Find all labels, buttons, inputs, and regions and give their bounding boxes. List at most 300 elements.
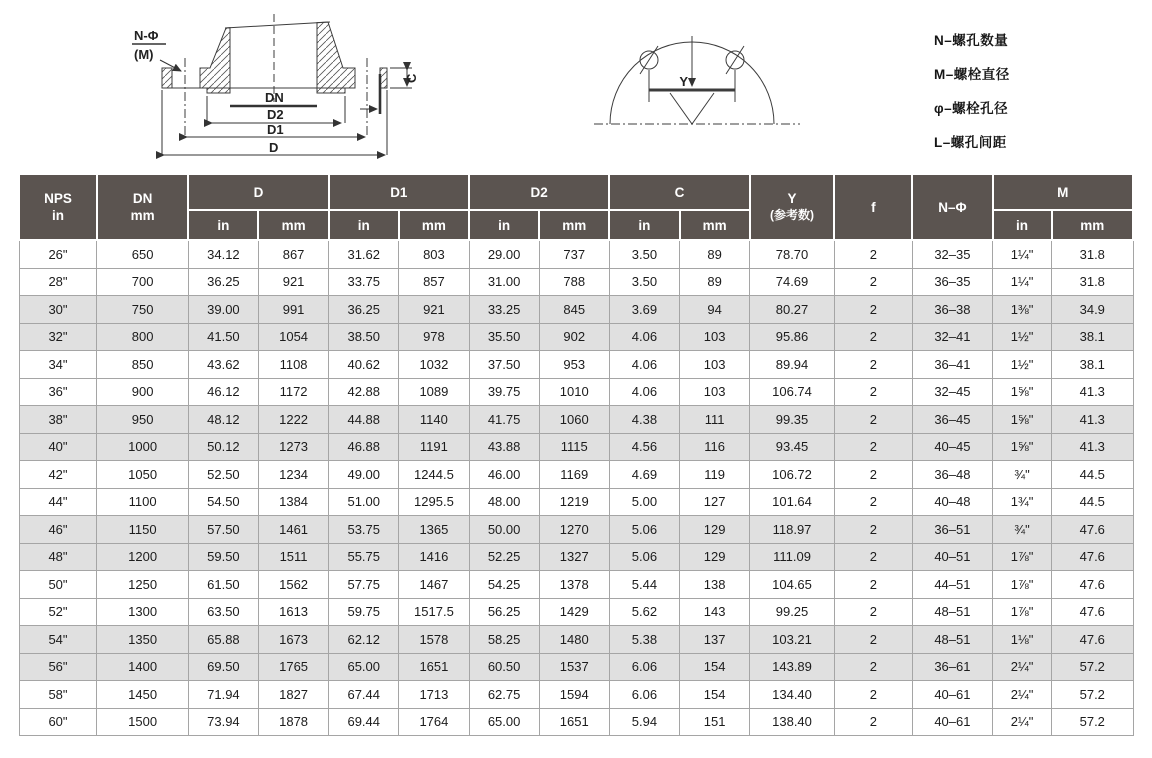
cell-d2-in: 50.00 (469, 516, 539, 544)
cell-dn: 950 (97, 406, 188, 434)
cell-d1-mm: 1764 (399, 708, 469, 736)
cell-nps: 50" (19, 571, 97, 599)
cell-c-mm: 137 (680, 626, 750, 654)
cell-c-in: 6.06 (609, 653, 679, 681)
cell-d2-in: 43.88 (469, 433, 539, 461)
cell-f: 2 (834, 488, 912, 516)
subheader-c-mm: mm (680, 210, 750, 240)
bolt-circle-drawing (592, 20, 802, 152)
cell-c-mm: 103 (680, 351, 750, 379)
cell-f: 2 (834, 351, 912, 379)
cell-d1-mm: 1032 (399, 351, 469, 379)
cell-d2-in: 37.50 (469, 351, 539, 379)
cell-f: 2 (834, 323, 912, 351)
cell-y: 93.45 (750, 433, 835, 461)
cell-d1-in: 59.75 (329, 598, 399, 626)
cell-d-in: 65.88 (188, 626, 258, 654)
cell-dn: 850 (97, 351, 188, 379)
cell-nphi: 36–51 (912, 516, 992, 544)
cell-c-in: 4.06 (609, 323, 679, 351)
cell-nps: 32" (19, 323, 97, 351)
cell-d1-mm: 1365 (399, 516, 469, 544)
cell-d-mm: 1172 (258, 378, 328, 406)
cell-d1-in: 55.75 (329, 543, 399, 571)
subheader-d-mm: mm (258, 210, 328, 240)
cell-c-in: 5.06 (609, 516, 679, 544)
table-row (19, 323, 1133, 351)
cell-c-mm: 154 (680, 681, 750, 709)
cell-m-in: 1½" (993, 351, 1052, 379)
cell-c-in: 3.50 (609, 240, 679, 268)
cell-m-mm: 47.6 (1052, 516, 1133, 544)
cell-d1-mm: 921 (399, 296, 469, 324)
table-row (19, 378, 1133, 406)
cell-dn: 1150 (97, 516, 188, 544)
flange-c-label: C (404, 73, 419, 83)
cell-nps: 58" (19, 681, 97, 709)
cell-d2-mm: 1537 (539, 653, 609, 681)
cell-d-mm: 1222 (258, 406, 328, 434)
cell-c-in: 3.50 (609, 268, 679, 296)
cell-d1-in: 44.88 (329, 406, 399, 434)
cell-dn: 650 (97, 240, 188, 268)
cell-d1-in: 36.25 (329, 296, 399, 324)
cell-y: 103.21 (750, 626, 835, 654)
cell-m-in: 1⅝" (993, 378, 1052, 406)
table-row (19, 406, 1133, 434)
cell-d2-mm: 1010 (539, 378, 609, 406)
cell-c-mm: 116 (680, 433, 750, 461)
cell-d1-in: 46.88 (329, 433, 399, 461)
col-header-nps: NPS in (19, 174, 97, 240)
subheader-m-in: in (993, 210, 1052, 240)
cell-d1-mm: 1416 (399, 543, 469, 571)
cell-m-in: 1¾" (993, 488, 1052, 516)
cell-m-mm: 44.5 (1052, 488, 1133, 516)
cell-m-in: 2¼" (993, 708, 1052, 736)
cell-d1-in: 33.75 (329, 268, 399, 296)
cell-m-in: 2¼" (993, 653, 1052, 681)
table-row (19, 461, 1133, 489)
cell-m-in: 1¼" (993, 268, 1052, 296)
cell-d1-mm: 1713 (399, 681, 469, 709)
cell-dn: 1250 (97, 571, 188, 599)
cell-d-in: 71.94 (188, 681, 258, 709)
cell-d1-in: 40.62 (329, 351, 399, 379)
cell-nphi: 40–61 (912, 681, 992, 709)
cell-d2-in: 29.00 (469, 240, 539, 268)
table-row (19, 598, 1133, 626)
cell-y: 104.65 (750, 571, 835, 599)
cell-nphi: 40–61 (912, 708, 992, 736)
cell-nphi: 44–51 (912, 571, 992, 599)
cell-m-in: 1⅝" (993, 433, 1052, 461)
cell-d2-in: 46.00 (469, 461, 539, 489)
cell-d-mm: 991 (258, 296, 328, 324)
cell-f: 2 (834, 626, 912, 654)
bolt-circle-outline (594, 36, 800, 124)
cell-dn: 1500 (97, 708, 188, 736)
cell-y: 95.86 (750, 323, 835, 351)
cell-d-in: 52.50 (188, 461, 258, 489)
flange-m-label: (M) (134, 47, 154, 62)
cell-d2-in: 41.75 (469, 406, 539, 434)
col-header-d1: D1 (329, 174, 469, 210)
cell-m-mm: 38.1 (1052, 323, 1133, 351)
cell-d-mm: 1461 (258, 516, 328, 544)
cell-m-in: ¾" (993, 461, 1052, 489)
cell-y: 118.97 (750, 516, 835, 544)
cell-m-in: ¾" (993, 516, 1052, 544)
cell-nps: 54" (19, 626, 97, 654)
figures-row (0, 0, 1152, 173)
cell-d1-in: 42.88 (329, 378, 399, 406)
cell-d-mm: 1878 (258, 708, 328, 736)
subheader-d2-mm: mm (539, 210, 609, 240)
cell-d-mm: 1613 (258, 598, 328, 626)
cell-y: 78.70 (750, 240, 835, 268)
cell-d2-mm: 845 (539, 296, 609, 324)
cell-d2-mm: 1060 (539, 406, 609, 434)
cell-c-mm: 138 (680, 571, 750, 599)
cell-d-in: 54.50 (188, 488, 258, 516)
cell-d2-mm: 902 (539, 323, 609, 351)
cell-f: 2 (834, 296, 912, 324)
cell-nps: 44" (19, 488, 97, 516)
cell-c-in: 5.06 (609, 543, 679, 571)
cell-d2-in: 65.00 (469, 708, 539, 736)
cell-m-mm: 57.2 (1052, 681, 1133, 709)
cell-d2-mm: 1327 (539, 543, 609, 571)
subheader-c-in: in (609, 210, 679, 240)
cell-dn: 800 (97, 323, 188, 351)
cell-d1-mm: 1578 (399, 626, 469, 654)
cell-nps: 38" (19, 406, 97, 434)
cell-y: 106.72 (750, 461, 835, 489)
table-row (19, 240, 1133, 268)
cell-y: 74.69 (750, 268, 835, 296)
cell-f: 2 (834, 406, 912, 434)
cell-y: 99.25 (750, 598, 835, 626)
cell-nphi: 32–35 (912, 240, 992, 268)
cell-d2-mm: 1429 (539, 598, 609, 626)
cell-d1-mm: 1140 (399, 406, 469, 434)
cell-d2-in: 62.75 (469, 681, 539, 709)
cell-nphi: 36–45 (912, 406, 992, 434)
flange-section-drawing (60, 6, 480, 170)
cell-nphi: 32–45 (912, 378, 992, 406)
cell-d-mm: 1511 (258, 543, 328, 571)
cell-y: 89.94 (750, 351, 835, 379)
cell-nps: 60" (19, 708, 97, 736)
cell-f: 2 (834, 708, 912, 736)
cell-nps: 34" (19, 351, 97, 379)
cell-d2-in: 39.75 (469, 378, 539, 406)
subheader-d1-mm: mm (399, 210, 469, 240)
cell-nps: 40" (19, 433, 97, 461)
cell-d2-in: 56.25 (469, 598, 539, 626)
cell-d-in: 34.12 (188, 240, 258, 268)
cell-d1-in: 31.62 (329, 240, 399, 268)
cell-d1-in: 57.75 (329, 571, 399, 599)
cell-d2-mm: 737 (539, 240, 609, 268)
legend (934, 24, 1010, 160)
cell-c-mm: 111 (680, 406, 750, 434)
cell-m-in: 2¼" (993, 681, 1052, 709)
table-row (19, 516, 1133, 544)
cell-c-in: 5.38 (609, 626, 679, 654)
cell-m-mm: 31.8 (1052, 268, 1133, 296)
cell-nps: 42" (19, 461, 97, 489)
bolt-circle-y-label: Y (679, 74, 688, 89)
cell-d-mm: 1273 (258, 433, 328, 461)
flange-dn-label: DN (265, 90, 284, 105)
cell-c-in: 5.94 (609, 708, 679, 736)
cell-c-in: 4.38 (609, 406, 679, 434)
cell-d2-mm: 1169 (539, 461, 609, 489)
cell-nps: 26" (19, 240, 97, 268)
flange-d1-label: D1 (267, 122, 284, 137)
cell-dn: 1050 (97, 461, 188, 489)
cell-y: 99.35 (750, 406, 835, 434)
legend-line-l: L–螺孔间距 (934, 135, 1007, 150)
cell-dn: 750 (97, 296, 188, 324)
cell-c-mm: 94 (680, 296, 750, 324)
cell-nphi: 48–51 (912, 598, 992, 626)
cell-d1-mm: 1089 (399, 378, 469, 406)
cell-f: 2 (834, 653, 912, 681)
cell-f: 2 (834, 433, 912, 461)
cell-y: 80.27 (750, 296, 835, 324)
cell-c-mm: 127 (680, 488, 750, 516)
cell-y: 101.64 (750, 488, 835, 516)
cell-d-mm: 1765 (258, 653, 328, 681)
subheader-m-mm: mm (1052, 210, 1133, 240)
table-row (19, 708, 1133, 736)
cell-dn: 1200 (97, 543, 188, 571)
subheader-d2-in: in (469, 210, 539, 240)
cell-d-in: 61.50 (188, 571, 258, 599)
cell-d2-in: 52.25 (469, 543, 539, 571)
col-header-f: f (834, 174, 912, 240)
cell-d2-mm: 1651 (539, 708, 609, 736)
table-row (19, 653, 1133, 681)
cell-nphi: 40–48 (912, 488, 992, 516)
flange-dimension-table (18, 173, 1134, 736)
cell-d-in: 59.50 (188, 543, 258, 571)
cell-nphi: 40–45 (912, 433, 992, 461)
col-header-y: Y (参考数) (750, 174, 835, 240)
cell-y: 111.09 (750, 543, 835, 571)
legend-line-m: M–螺栓直径 (934, 67, 1010, 82)
cell-d-in: 46.12 (188, 378, 258, 406)
cell-f: 2 (834, 268, 912, 296)
table-row (19, 488, 1133, 516)
cell-dn: 1000 (97, 433, 188, 461)
cell-y: 134.40 (750, 681, 835, 709)
cell-c-in: 5.00 (609, 488, 679, 516)
cell-d1-in: 69.44 (329, 708, 399, 736)
cell-dn: 900 (97, 378, 188, 406)
cell-c-in: 5.44 (609, 571, 679, 599)
cell-d-in: 43.62 (188, 351, 258, 379)
cell-m-mm: 31.8 (1052, 240, 1133, 268)
col-header-c: C (609, 174, 749, 210)
cell-d-in: 50.12 (188, 433, 258, 461)
cell-m-in: 1⅞" (993, 571, 1052, 599)
cell-dn: 700 (97, 268, 188, 296)
cell-d2-in: 31.00 (469, 268, 539, 296)
cell-d-mm: 1827 (258, 681, 328, 709)
cell-d-in: 69.50 (188, 653, 258, 681)
cell-c-in: 5.62 (609, 598, 679, 626)
cell-m-in: 1⅞" (993, 543, 1052, 571)
cell-dn: 1450 (97, 681, 188, 709)
cell-f: 2 (834, 543, 912, 571)
col-header-nphi: N–Φ (912, 174, 992, 240)
cell-d2-in: 33.25 (469, 296, 539, 324)
cell-c-in: 6.06 (609, 681, 679, 709)
cell-d-mm: 1673 (258, 626, 328, 654)
cell-c-mm: 89 (680, 268, 750, 296)
cell-c-in: 4.06 (609, 378, 679, 406)
cell-f: 2 (834, 461, 912, 489)
cell-m-mm: 34.9 (1052, 296, 1133, 324)
cell-nps: 30" (19, 296, 97, 324)
cell-d-mm: 1108 (258, 351, 328, 379)
cell-d1-mm: 1244.5 (399, 461, 469, 489)
cell-d-in: 36.25 (188, 268, 258, 296)
cell-d2-in: 35.50 (469, 323, 539, 351)
cell-nphi: 36–48 (912, 461, 992, 489)
cell-nphi: 36–41 (912, 351, 992, 379)
cell-m-in: 1¼" (993, 240, 1052, 268)
cell-nphi: 36–35 (912, 268, 992, 296)
cell-d-mm: 1234 (258, 461, 328, 489)
table-body (19, 240, 1133, 736)
table-row (19, 571, 1133, 599)
cell-d2-mm: 1270 (539, 516, 609, 544)
cell-nphi: 36–61 (912, 653, 992, 681)
cell-nps: 36" (19, 378, 97, 406)
cell-f: 2 (834, 516, 912, 544)
cell-nps: 52" (19, 598, 97, 626)
cell-d-mm: 1562 (258, 571, 328, 599)
cell-nps: 56" (19, 653, 97, 681)
table-row (19, 681, 1133, 709)
cell-m-in: 1⅞" (993, 598, 1052, 626)
cell-m-mm: 41.3 (1052, 433, 1133, 461)
cell-m-mm: 47.6 (1052, 571, 1133, 599)
table-row (19, 268, 1133, 296)
cell-d1-mm: 1467 (399, 571, 469, 599)
cell-d-in: 41.50 (188, 323, 258, 351)
cell-d1-in: 53.75 (329, 516, 399, 544)
legend-line-n: N–螺孔数量 (934, 33, 1009, 48)
cell-m-mm: 41.3 (1052, 406, 1133, 434)
cell-dn: 1300 (97, 598, 188, 626)
cell-c-mm: 129 (680, 516, 750, 544)
cell-d1-in: 51.00 (329, 488, 399, 516)
cell-m-mm: 38.1 (1052, 351, 1133, 379)
subheader-d-in: in (188, 210, 258, 240)
cell-m-in: 1½" (993, 323, 1052, 351)
cell-m-in: 1⅝" (993, 406, 1052, 434)
cell-f: 2 (834, 571, 912, 599)
cell-c-mm: 103 (680, 323, 750, 351)
cell-m-mm: 44.5 (1052, 461, 1133, 489)
cell-y: 106.74 (750, 378, 835, 406)
cell-nphi: 48–51 (912, 626, 992, 654)
col-header-d: D (188, 174, 328, 210)
cell-dn: 1350 (97, 626, 188, 654)
flange-nphi-label: N-Φ (134, 28, 159, 43)
cell-d1-in: 65.00 (329, 653, 399, 681)
cell-d1-mm: 857 (399, 268, 469, 296)
cell-d-in: 48.12 (188, 406, 258, 434)
flange-d-label: D (269, 140, 279, 155)
col-header-dn: DN mm (97, 174, 188, 240)
cell-d1-in: 62.12 (329, 626, 399, 654)
cell-nps: 28" (19, 268, 97, 296)
cell-d2-in: 60.50 (469, 653, 539, 681)
cell-m-mm: 57.2 (1052, 708, 1133, 736)
cell-d1-in: 67.44 (329, 681, 399, 709)
cell-d-mm: 1054 (258, 323, 328, 351)
cell-d2-mm: 953 (539, 351, 609, 379)
cell-d1-in: 49.00 (329, 461, 399, 489)
cell-nphi: 36–38 (912, 296, 992, 324)
cell-f: 2 (834, 681, 912, 709)
cell-d2-mm: 1594 (539, 681, 609, 709)
cell-d-mm: 921 (258, 268, 328, 296)
table-row (19, 543, 1133, 571)
cell-m-mm: 47.6 (1052, 626, 1133, 654)
table-row (19, 296, 1133, 324)
legend-line-phi: φ–螺栓孔径 (934, 101, 1009, 116)
cell-c-in: 4.56 (609, 433, 679, 461)
cell-c-mm: 89 (680, 240, 750, 268)
cell-m-in: 1⅛" (993, 626, 1052, 654)
flange-d2-label: D2 (267, 107, 284, 122)
cell-d1-mm: 1295.5 (399, 488, 469, 516)
cell-d2-in: 58.25 (469, 626, 539, 654)
cell-c-mm: 103 (680, 378, 750, 406)
cell-dn: 1100 (97, 488, 188, 516)
cell-d-mm: 1384 (258, 488, 328, 516)
cell-d2-in: 48.00 (469, 488, 539, 516)
cell-c-mm: 154 (680, 653, 750, 681)
cell-dn: 1400 (97, 653, 188, 681)
cell-d1-mm: 1651 (399, 653, 469, 681)
cell-d2-mm: 788 (539, 268, 609, 296)
cell-m-mm: 41.3 (1052, 378, 1133, 406)
cell-d-in: 63.50 (188, 598, 258, 626)
cell-y: 138.40 (750, 708, 835, 736)
cell-c-in: 3.69 (609, 296, 679, 324)
cell-m-mm: 57.2 (1052, 653, 1133, 681)
cell-nphi: 32–41 (912, 323, 992, 351)
table-row (19, 626, 1133, 654)
cell-d-in: 57.50 (188, 516, 258, 544)
cell-d-in: 73.94 (188, 708, 258, 736)
table-row (19, 433, 1133, 461)
cell-f: 2 (834, 240, 912, 268)
cell-d1-in: 38.50 (329, 323, 399, 351)
cell-y: 143.89 (750, 653, 835, 681)
cell-d1-mm: 1517.5 (399, 598, 469, 626)
cell-d2-mm: 1115 (539, 433, 609, 461)
